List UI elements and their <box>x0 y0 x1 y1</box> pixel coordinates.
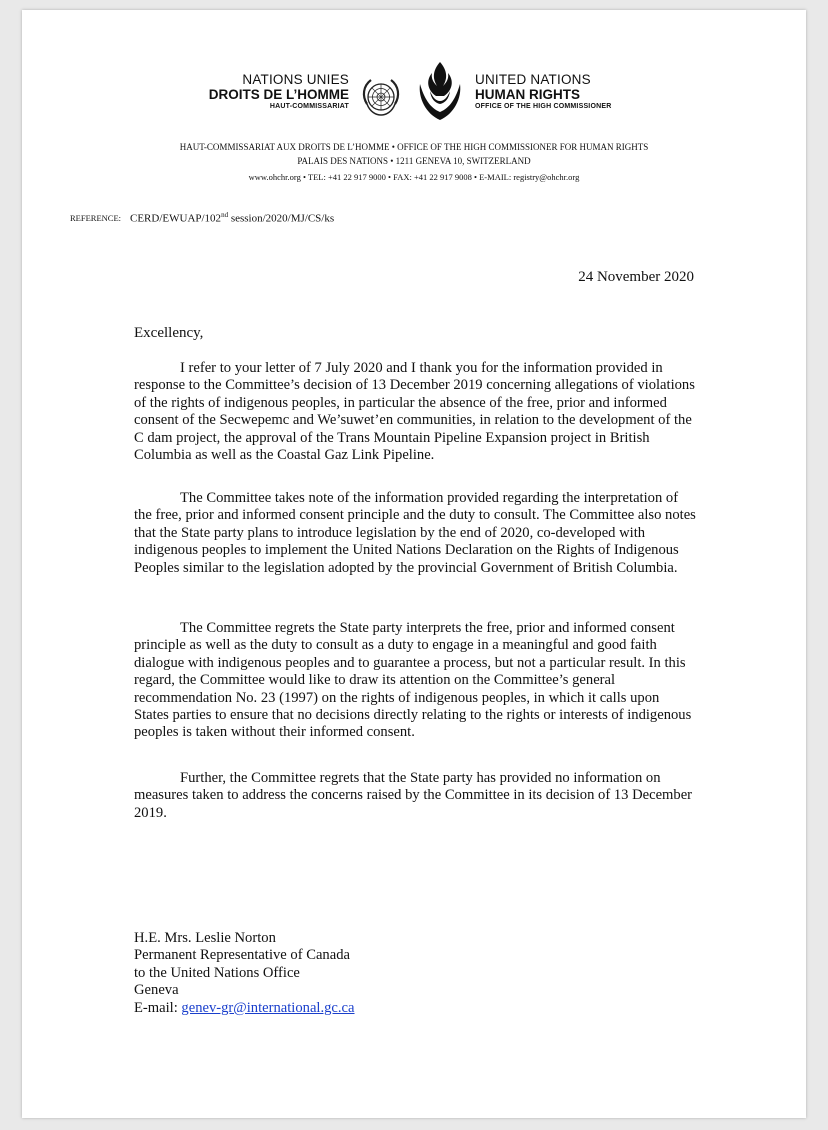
letterhead-address-line2: PALAIS DES NATIONS • 1211 GENEVA 10, SWITZERLAND <box>297 156 531 166</box>
letterhead-en-line2: HUMAN RIGHTS <box>475 87 580 102</box>
body-paragraph-3: The Committee regrets the State party interprets the free, prior and informed consent principle as well as the duty to consult as a duty to engage in a meaningful and good faith dialogue with indigenous peoples and to guarantee a process, but not a particular result. In this regard, the Committee would like to draw its attention on the Committee’s general recommendation No. 23 (1997) on the rights of indigenous peoples, in which it calls upon States parties to ensure that no decisions directly relating to the rights or interests of indigenous peoples is taken without their informed consent. <box>134 620 692 741</box>
addressee-block <box>134 930 355 1017</box>
addressee-name: H.E. Mrs. Leslie Norton <box>134 930 276 946</box>
reference-value <box>130 211 334 225</box>
letter-date: 24 November 2020 <box>578 269 694 285</box>
addressee-title: Permanent Representative of Canada <box>134 947 350 964</box>
reference-sup: nd <box>221 211 229 219</box>
letterhead-en-line3: OFFICE OF THE HIGH COMMISSIONER <box>475 103 612 110</box>
reference-suffix: session/2020/MJ/CS/ks <box>228 212 335 225</box>
letterhead-fr-line2: DROITS DE L’HOMME <box>208 87 349 102</box>
letterhead-fr-line1: NATIONS UNIES <box>242 72 349 87</box>
reference-label: REFERENCE: <box>70 213 122 223</box>
letter-page <box>22 10 806 1118</box>
letterhead-fr-line3: HAUT-COMMISSARIAT <box>269 103 349 110</box>
letterhead-english <box>475 72 655 112</box>
body-paragraph-2: The Committee takes note of the information provided regarding the interpretation of the free, prior and informed consent principle and the duty to consult. The Committee also notes that the State party plans to introduce legislation by the end of 2020, co-developed with indigenous peoples to implement the United Nations Declaration on the Rights of Indigenous Peoples similar to the legislation adopted by the provincial Government of British Columbia. <box>134 490 696 576</box>
letterhead-address-line1: HAUT-COMMISSARIAT AUX DROITS DE L’HOMME • OFFICE OF THE HIGH COMMISSIONER FOR HUMAN RIGHTS <box>179 142 649 152</box>
letterhead-en-line1: UNITED NATIONS <box>475 72 591 87</box>
human-rights-logo-icon <box>414 58 466 124</box>
un-emblem-icon <box>358 74 404 120</box>
addressee-office: to the United Nations Office <box>134 964 300 981</box>
salutation: Excellency, <box>134 325 204 341</box>
email-label: E-mail: <box>134 999 182 1016</box>
letterhead-contact-line: www.ohchr.org • TEL: +41 22 917 9000 • FAX: +41 22 917 9008 • E-MAIL: registry@ohchr.org <box>248 172 580 182</box>
body-paragraph-1: I refer to your letter of 7 July 2020 and I thank you for the information provided in response to the Committee’s decision of 13 December 2019 concerning allegations of violations of the rights of indigenous peoples, in particular the absence of the free, prior and informed consent of the Secwepemc and We’suwet’en communities, in relation to the development of the C dam project, the approval of the Trans Mountain Pipeline Expansion project in British Columbia as well as the Coastal Gaz Link Pipeline. <box>134 360 695 464</box>
addressee-city: Geneva <box>134 982 179 999</box>
body-paragraph-4: Further, the Committee regrets that the State party has provided no information on measures taken to address the concerns raised by the Committee in its decision of 13 December 2019. <box>134 770 693 821</box>
email-link[interactable]: genev-gr@international.gc.ca <box>181 999 355 1016</box>
addressee-email-row <box>134 1000 355 1017</box>
reference-prefix: CERD/EWUAP/102 <box>130 212 222 225</box>
letterhead-french <box>192 72 349 112</box>
